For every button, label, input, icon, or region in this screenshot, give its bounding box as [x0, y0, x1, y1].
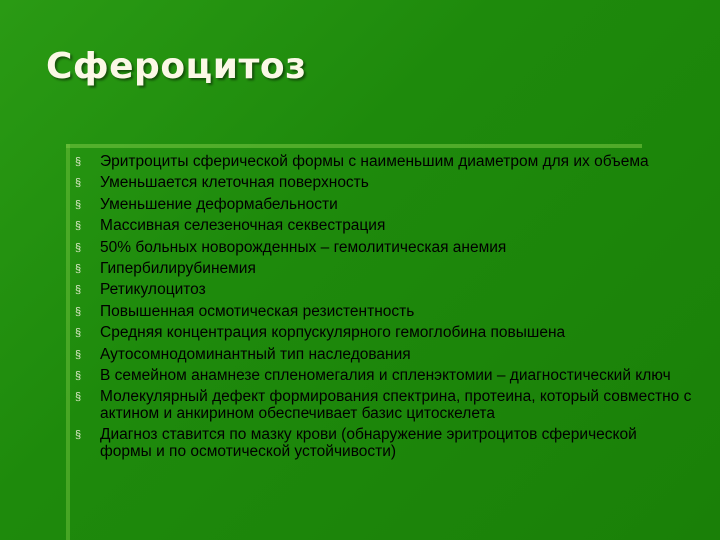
list-item — [72, 197, 692, 214]
slide-content — [72, 154, 692, 466]
bullet-text: Средняя концентрация корпускулярного гемоглобина повышена — [100, 324, 566, 342]
bullet-marker-icon: § — [75, 262, 82, 275]
bullet-text: Массивная селезеночная секвестрация — [100, 217, 386, 235]
bullet-list — [72, 154, 692, 461]
list-item — [72, 368, 692, 385]
bullet-text: Ретикулоцитоз — [100, 281, 206, 299]
bullet-marker-icon: § — [75, 177, 82, 190]
vertical-accent-rule — [66, 144, 70, 540]
list-item — [72, 389, 692, 423]
bullet-text: Аутосомнодоминантный тип наследования — [100, 345, 411, 363]
list-item — [72, 427, 692, 461]
bullet-text: Эритроциты сферической формы с наименьшим диаметром для их объема — [100, 153, 649, 170]
bullet-text: Уменьшается клеточная поверхность — [100, 174, 369, 192]
bullet-marker-icon: § — [75, 305, 82, 318]
bullet-marker-icon: § — [75, 284, 82, 297]
list-item — [72, 218, 692, 235]
list-item — [72, 240, 692, 257]
bullet-text: Повышенная осмотическая резистентность — [100, 302, 415, 320]
bullet-marker-icon: § — [75, 220, 82, 233]
bullet-text: Уменьшение деформабельности — [100, 195, 338, 213]
list-item — [72, 261, 692, 278]
bullet-text: Молекулярный дефект формирования спектрина, протеина, который совместно с актином и анкирином обеспечивает базис цитоскелета — [100, 388, 692, 423]
bullet-text: Диагноз ставится по мазку крови (обнаружение эритроцитов сферической формы и по осмотической устойчивости) — [100, 426, 637, 461]
bullet-marker-icon: § — [75, 369, 82, 382]
bullet-text: Гипербилирубинемия — [100, 259, 256, 277]
list-item — [72, 282, 692, 299]
slide-title: Сфероцитоз — [46, 46, 307, 87]
horizontal-accent-rule — [66, 144, 642, 148]
list-item — [72, 347, 692, 364]
bullet-text: 50% больных новорожденных – гемолитическая анемия — [100, 238, 507, 256]
bullet-marker-icon: § — [75, 429, 82, 442]
bullet-text: В семейном анамнезе спленомегалия и спленэктомии – диагностический ключ — [100, 366, 671, 384]
bullet-marker-icon: § — [75, 156, 82, 168]
list-item — [72, 304, 692, 321]
list-item — [72, 175, 692, 192]
bullet-marker-icon: § — [75, 198, 82, 211]
list-item — [72, 325, 692, 342]
list-item — [72, 154, 692, 171]
bullet-marker-icon: § — [75, 391, 82, 404]
bullet-marker-icon: § — [75, 327, 82, 340]
bullet-marker-icon: § — [75, 241, 82, 254]
bullet-marker-icon: § — [75, 348, 82, 361]
